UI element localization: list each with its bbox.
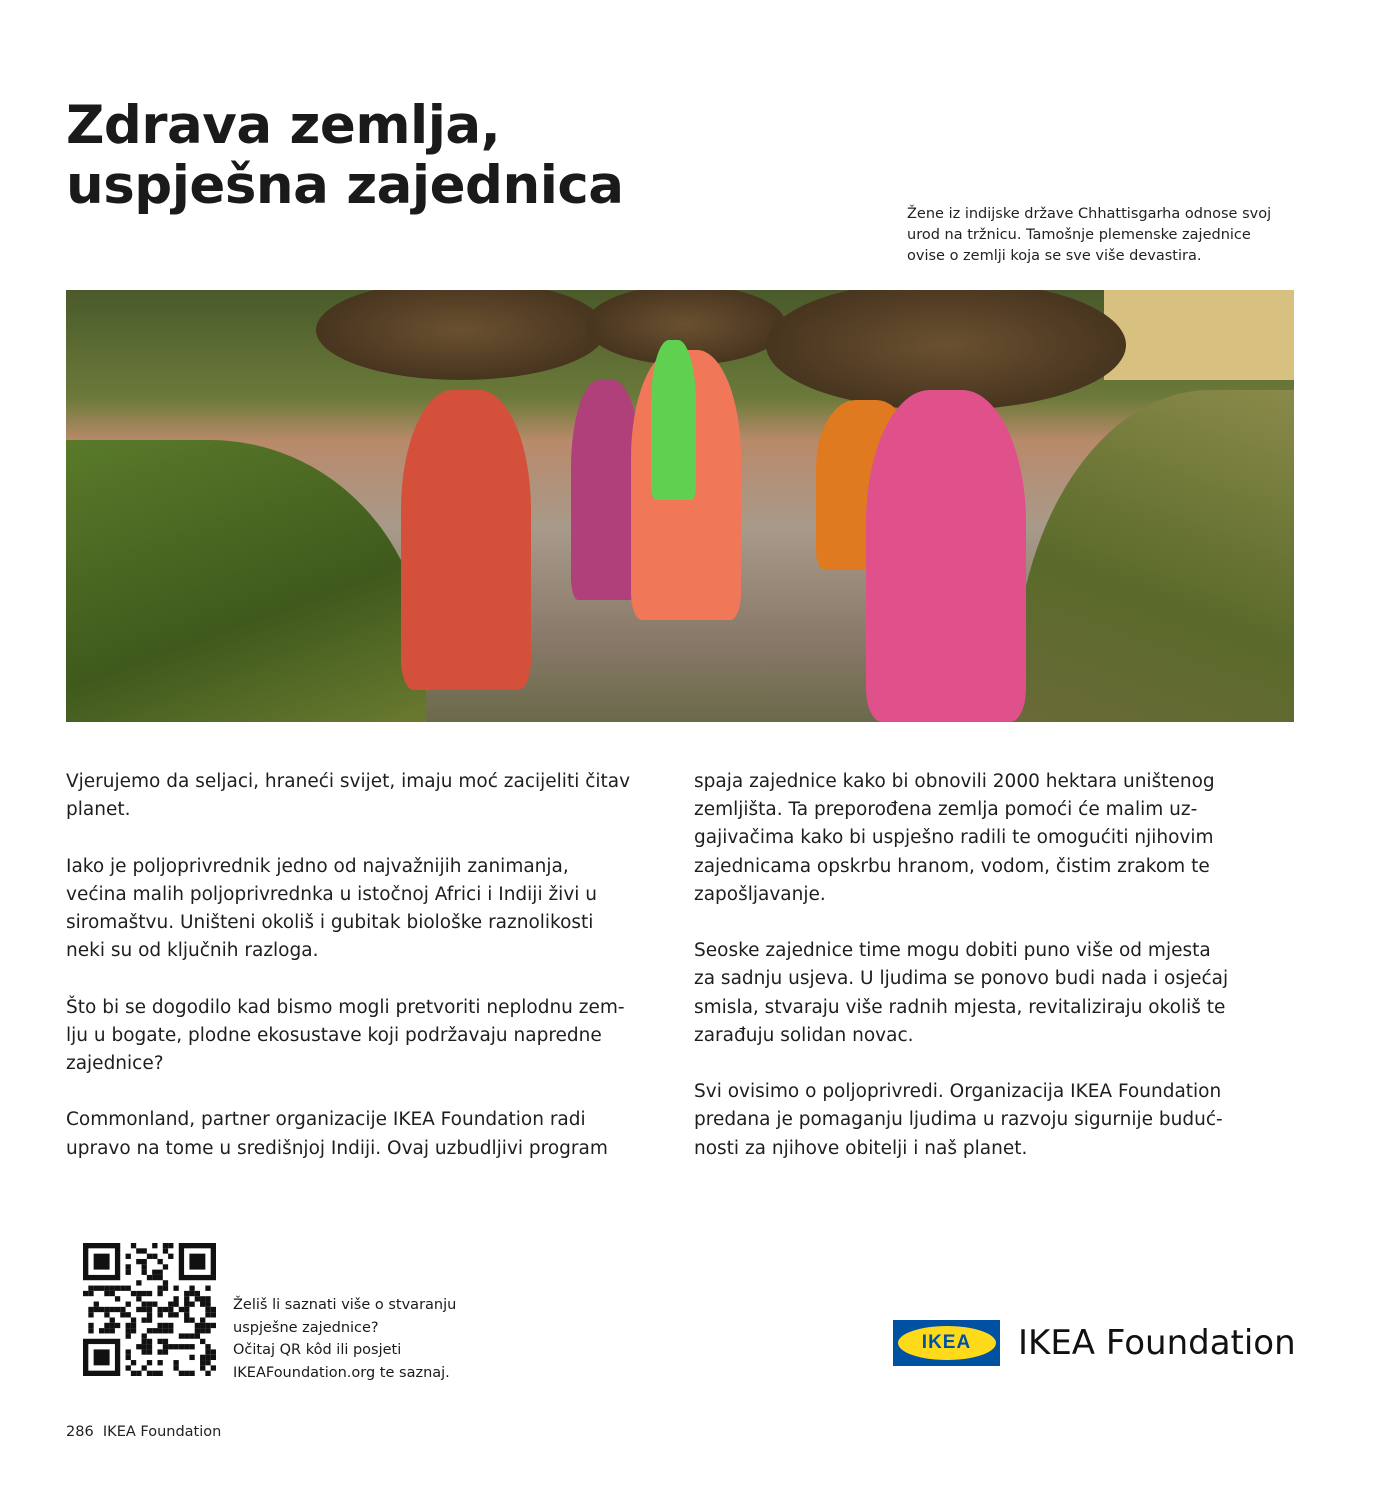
text-line: Svi ovisimo o poljoprivredi. Organizacija IKEA Foundation	[694, 1081, 1222, 1103]
women-carrying-harvest-photo	[66, 290, 1294, 722]
caption-line: urod na tržnicu. Tamošnje plemenske zajednice	[907, 227, 1251, 243]
text-line: zapošljavanje.	[694, 883, 826, 905]
text-line: nosti za njihove obitelji i naš planet.	[694, 1137, 1028, 1159]
text-line: neki su od ključnih razloga.	[66, 940, 319, 962]
paragraph	[694, 768, 1228, 909]
text-line: Vjerujemo da seljaci, hraneći svijet, imaju moć zacijeliti čitav	[66, 771, 631, 792]
text-line: siromaštvu. Uništeni okoliš i gubitak biološke raznolikosti	[66, 912, 594, 933]
text-line: planet.	[66, 799, 131, 821]
text-line: upravo na tome u središnjoj Indiji. Ovaj uzbudljivi program	[66, 1137, 608, 1159]
page-number: 286	[66, 1424, 94, 1440]
qr-text-line: IKEAFoundation.org te saznaj.	[233, 1364, 450, 1381]
body-column-right	[694, 768, 1228, 1191]
paragraph	[694, 1078, 1228, 1163]
text-line: zemljišta. Ta preporođena zemlja pomoći će malim uz-	[694, 799, 1198, 821]
qr-code-icon	[83, 1243, 216, 1376]
title-line: uspješna zajednica	[66, 155, 624, 216]
ikea-logo	[893, 1320, 1000, 1366]
text-line: zajednicama opskrbu hranom, vodom, čistim zrakom te	[694, 855, 1210, 877]
paragraph	[694, 937, 1228, 1050]
qr-text-line: Želiš li saznati više o stvaranju	[233, 1297, 457, 1313]
photo-caption	[907, 204, 1271, 267]
footer-section: IKEA Foundation	[102, 1424, 222, 1440]
harvest-load	[316, 290, 606, 380]
qr-text-line: uspješne zajednice?	[233, 1319, 379, 1336]
text-line: za sadnju usjeva. U ljudima se ponovo budi nada i osjećaj	[694, 968, 1229, 990]
text-line: smisla, stvaraju više radnih mjesta, revitaliziraju okoliš te	[694, 996, 1226, 1018]
figure	[401, 390, 531, 690]
text-line: spaja zajednice kako bi obnovili 2000 hektara uništenog	[694, 771, 1215, 792]
body-column-left	[66, 768, 630, 1191]
text-line: predana je pomaganju ljudima u razvoju sigurnije buduć-	[694, 1109, 1223, 1131]
text-line: lju u bogate, plodne ekosustave koji podržavaju napredne	[66, 1024, 602, 1046]
figure	[866, 390, 1026, 722]
qr-description	[233, 1294, 456, 1384]
figure	[651, 340, 696, 500]
title-line: Zdrava zemlja,	[66, 95, 501, 156]
caption-line: Žene iz indijske države Chhattisgarha odnose svoj	[907, 206, 1272, 222]
qr-text-line: Očitaj QR kôd ili posjeti	[233, 1342, 402, 1358]
page-footer	[66, 1424, 221, 1440]
caption-line: ovise o zemlji koja se sve više devastira.	[907, 248, 1202, 264]
text-line: gajivačima kako bi uspješno radili te omogućiti njihovim	[694, 827, 1214, 849]
paragraph	[66, 853, 630, 966]
ikea-foundation-name: IKEA Foundation	[1018, 1323, 1296, 1363]
text-line: zarađuju solidan novac.	[694, 1024, 914, 1046]
paragraph	[66, 1106, 630, 1162]
text-line: Što bi se dogodilo kad bismo mogli pretvoriti neplodnu zem-	[66, 996, 625, 1018]
building	[1104, 290, 1294, 380]
grass-right	[1014, 390, 1294, 722]
text-line: Seoske zajednice time mogu dobiti puno više od mjesta	[694, 940, 1211, 962]
text-line: Commonland, partner organizacije IKEA Foundation radi	[66, 1109, 586, 1131]
paragraph	[66, 768, 630, 824]
text-line: zajednice?	[66, 1053, 164, 1074]
ikea-logo-mark: IKEA	[898, 1326, 996, 1360]
paragraph	[66, 994, 630, 1079]
page-title	[66, 96, 624, 216]
text-line: većina malih poljoprivrednka u istočnoj Africi i Indiji živi u	[66, 883, 598, 905]
grass-left	[66, 440, 426, 722]
text-line: Iako je poljoprivrednik jedno od najvažnijih zanimanja,	[66, 855, 569, 877]
